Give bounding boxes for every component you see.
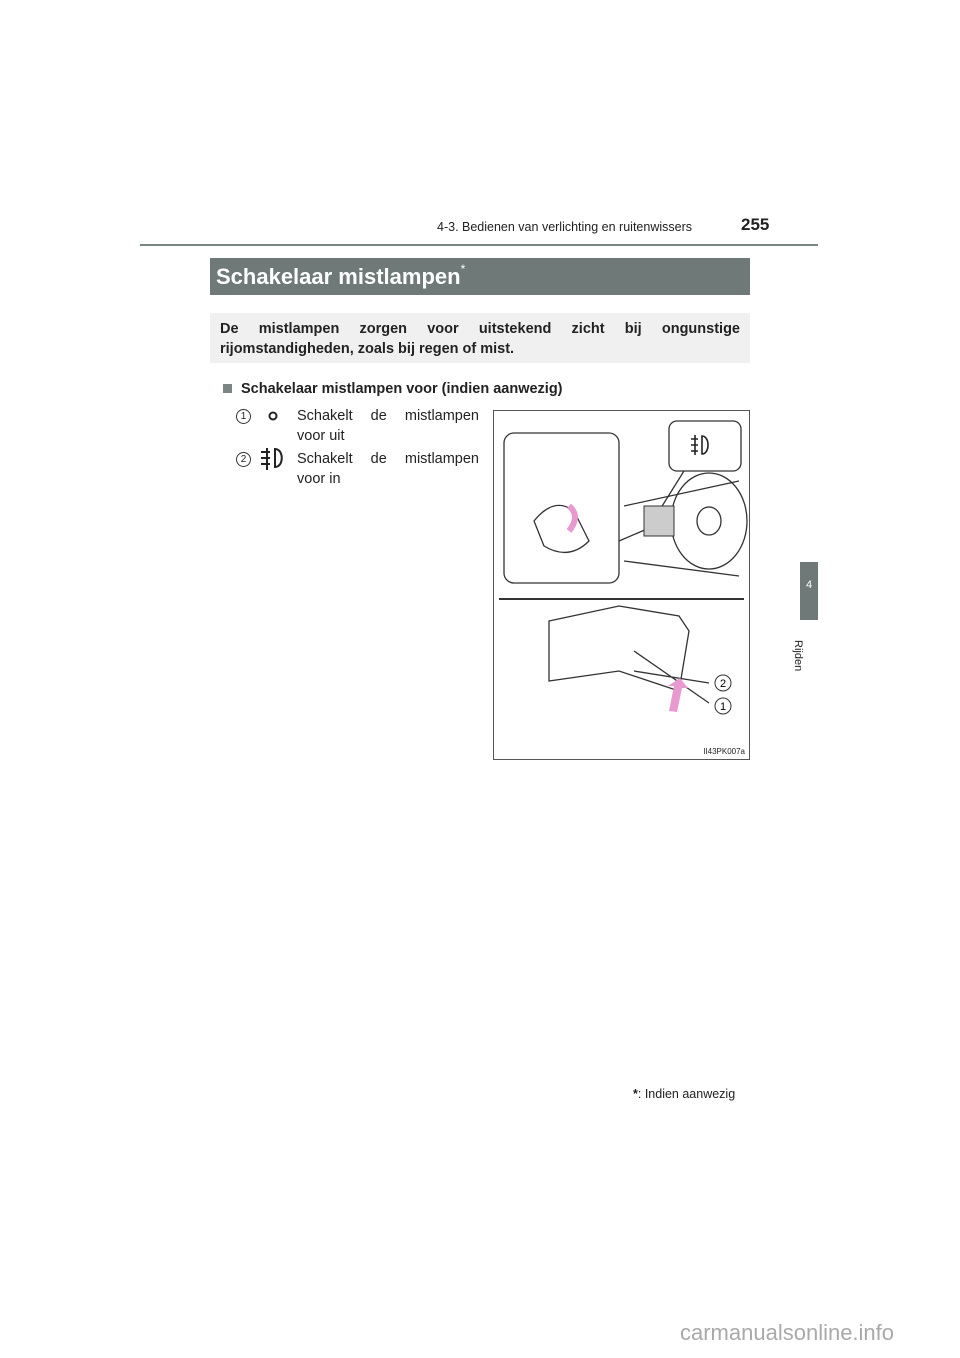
section-header: 4-3. Bedienen van verlichting en ruitenwissers	[437, 220, 692, 234]
subheading-text: Schakelaar mistlampen voor (indien aanwezig)	[241, 381, 563, 397]
chapter-label: Rijden	[792, 640, 804, 672]
footnote	[633, 1087, 735, 1101]
number-badge: 1	[236, 409, 251, 424]
illustration-fog-switch	[493, 410, 750, 760]
callout-2: 2	[719, 678, 727, 690]
footnote-text: : Indien aanwezig	[637, 1087, 736, 1101]
bullet-square-icon	[223, 384, 232, 393]
header-divider	[140, 244, 818, 246]
chapter-tab[interactable]: 4	[800, 562, 818, 620]
subheading	[223, 381, 563, 397]
number-badge: 2	[236, 452, 251, 467]
manual-page: 4-3. Bedienen van verlichting en ruitenwissers 255 Schakelaar mistlampen* De mistlampen zorgen voor uitstekend zicht bij ongunstige rijomstandigheden, zoals bij regen of mist. Schakelaar mistlampen voor (indien aanwezig) 1 Schakelt de mistlampen voor uit 2 Schakelt de mistlampen voor in 2 1 II43PK007a 4 Rijden *: Indien aanwezig carmanualsonline.info	[0, 0, 960, 1358]
title-asterisk: *	[460, 262, 466, 276]
lever-illustration	[494, 411, 749, 759]
front-fog-lamp-icon	[258, 446, 288, 472]
title-text: Schakelaar mistlampen	[216, 264, 461, 289]
callout-1: 1	[719, 701, 727, 713]
figure-code: II43PK007a	[703, 747, 745, 756]
watermark: carmanualsonline.info	[680, 1320, 895, 1345]
off-circle-icon	[258, 409, 288, 427]
footnote-asterisk: *	[633, 1087, 638, 1101]
intro-box: De mistlampen zorgen voor uitstekend zicht bij ongunstige rijomstandigheden, zoals bij regen of mist.	[210, 313, 750, 363]
page-number: 255	[741, 215, 770, 234]
page-title	[210, 258, 750, 295]
